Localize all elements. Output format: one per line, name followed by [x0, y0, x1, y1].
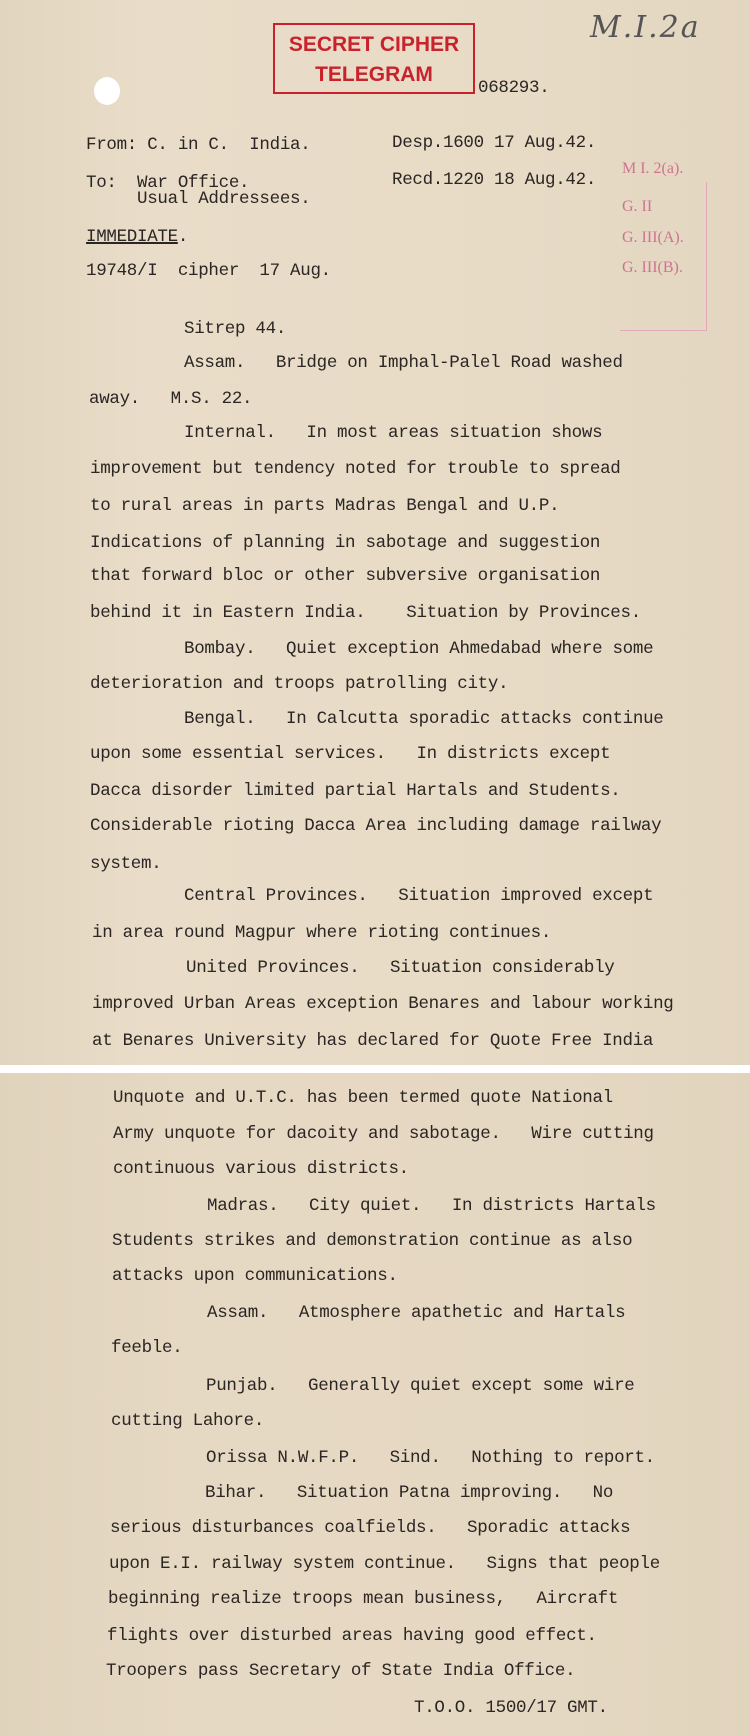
handwritten-note: M.I.2a — [590, 10, 701, 45]
body-line: improved Urban Areas exception Benares and labour working — [92, 994, 674, 1014]
body-line: at Benares University has declared for Quote Free India — [92, 1031, 654, 1051]
body-line: system. — [90, 854, 162, 874]
body-line: flights over disturbed areas having good effect. — [107, 1626, 597, 1646]
body-line: Unquote and U.T.C. has been termed quote National — [113, 1088, 613, 1108]
distribution-item: G. III(B). — [622, 259, 683, 276]
reference-number: 068293. — [478, 78, 550, 98]
priority-line — [86, 227, 188, 247]
priority-suffix: . — [177, 227, 189, 247]
secret-cipher-telegram-stamp — [273, 23, 475, 94]
body-line: in area round Magpur where rioting continues. — [92, 923, 552, 943]
body-line: behind it in Eastern India. Situation by Provinces. — [90, 603, 641, 623]
despatched-line: Desp.1600 17 Aug.42. — [392, 133, 597, 153]
body-line: upon some essential services. In districts except — [90, 744, 611, 764]
body-line: that forward bloc or other subversive organisation — [90, 566, 601, 586]
body-line: feeble. — [111, 1338, 183, 1358]
priority-label: IMMEDIATE — [86, 227, 178, 247]
body-line: Considerable rioting Dacca Area including damage railway — [90, 816, 662, 836]
cipher-reference: 19748/I cipher 17 Aug. — [86, 261, 331, 281]
body-line: Central Provinces. Situation improved except — [184, 886, 654, 906]
body-line: to rural areas in parts Madras Bengal and U.P. — [90, 496, 560, 516]
to-line-2: Usual Addressees. — [86, 189, 311, 209]
body-line: Dacca disorder limited partial Hartals and Students. — [90, 781, 621, 801]
body-line: Assam. Bridge on Imphal-Palel Road washed — [184, 353, 623, 373]
body-line: Sitrep 44. — [184, 319, 287, 339]
body-line: upon E.I. railway system continue. Signs that people — [109, 1554, 660, 1574]
body-line: serious disturbances coalfields. Sporadic attacks — [110, 1518, 631, 1538]
body-line: Students strikes and demonstration continue as also — [112, 1231, 633, 1251]
distribution-item: M I. 2(a). — [622, 160, 684, 177]
body-line: deterioration and troops patrolling city. — [90, 674, 509, 694]
body-line: Indications of planning in sabotage and suggestion — [90, 533, 601, 553]
body-line: Assam. Atmosphere apathetic and Hartals — [207, 1303, 626, 1323]
body-line: Army unquote for dacoity and sabotage. Wire cutting — [113, 1124, 654, 1144]
body-line: Punjab. Generally quiet except some wire — [206, 1376, 635, 1396]
body-line: Bombay. Quiet exception Ahmedabad where some — [184, 639, 654, 659]
telegram-page-2 — [0, 1073, 750, 1736]
to-line: To: War Office. — [86, 173, 250, 193]
body-line: United Provinces. Situation considerably — [186, 958, 615, 978]
punch-hole — [94, 77, 120, 105]
body-line: away. M.S. 22. — [89, 389, 253, 409]
distribution-item: G. II — [622, 198, 653, 215]
body-line: cutting Lahore. — [111, 1411, 265, 1431]
body-line: Bengal. In Calcutta sporadic attacks continue — [184, 709, 664, 729]
body-line: Bihar. Situation Patna improving. No — [205, 1483, 614, 1503]
body-line: continuous various districts. — [113, 1159, 409, 1179]
body-line: Troopers pass Secretary of State India Office. — [106, 1661, 576, 1681]
body-line: improvement but tendency noted for trouble to spread — [90, 459, 621, 479]
time-of-origin: T.O.O. 1500/17 GMT. — [414, 1698, 608, 1718]
body-line: beginning realize troops mean business, Aircraft — [108, 1589, 619, 1609]
body-line: attacks upon communications. — [112, 1266, 398, 1286]
body-line: Orissa N.W.F.P. Sind. Nothing to report. — [206, 1448, 655, 1468]
stamp-line-1: SECRET CIPHER — [288, 33, 460, 56]
body-line: Madras. City quiet. In districts Hartals — [207, 1196, 656, 1216]
stamp-line-2: TELEGRAM — [315, 63, 433, 86]
received-line: Recd.1220 18 Aug.42. — [392, 170, 597, 190]
body-line: Internal. In most areas situation shows — [184, 423, 603, 443]
distribution-item: G. III(A). — [622, 229, 684, 246]
from-line: From: C. in C. India. — [86, 135, 311, 155]
